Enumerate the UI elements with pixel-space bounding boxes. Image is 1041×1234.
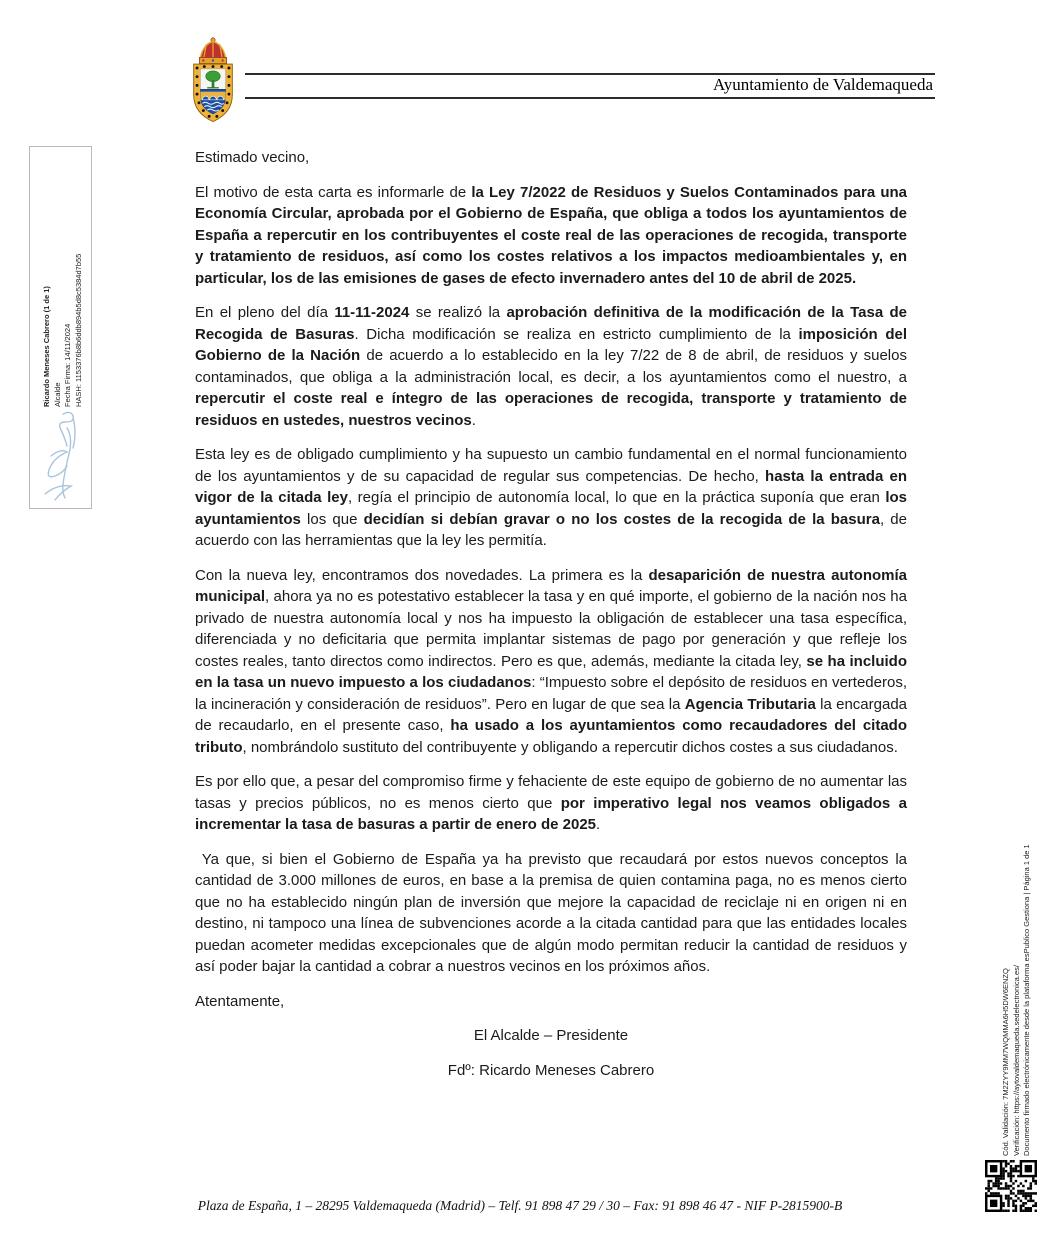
handwritten-signature-icon <box>33 408 87 504</box>
paragraph: Esta ley es de obligado cumplimiento y ha supuesto un cambio fundamental en el normal funcionamiento de los ayuntamientos y de su capacidad de regular sus competencias. De hecho, hasta la entrada en vigor de la citada ley, regía el principio de autonomía local, lo que en la práctica suponía que eran los ayuntamientos los que decidían si debían gravar o no los costes de la recogida de la basura, de acuerdo con las herramientas que la ley les permitía. <box>195 446 908 549</box>
signer-role: Alcalde <box>52 382 62 407</box>
salutation: Estimado vecino, <box>195 149 310 166</box>
qr-code-icon <box>985 1160 1037 1212</box>
letter-body-column <box>195 147 907 1095</box>
paragraph: Es por ello que, a pesar del compromiso firme y fehaciente de este equipo de gobierno de no aumentar las tasas y precios públicos, no es menos cierto que por imperativo legal nos veamos obligados a incrementar la tasa de basuras a partir de enero de 2025. <box>195 773 907 833</box>
signer-name: Ricardo Meneses Cabrero (1 de 1) <box>42 286 51 407</box>
closing: Atentamente, <box>195 992 285 1010</box>
signature-block <box>195 1025 907 1082</box>
header-rule-bottom <box>245 97 935 99</box>
footer-address: Plaza de España, 1 – 28295 Valdemaqueda (Madrid) – Telf. 91 898 47 29 / 30 – Fax: 91 898 46 47 - NIF P-2815900-B <box>197 1198 843 1213</box>
signature-name: Fdº: Ricardo Meneses Cabrero <box>447 1062 655 1079</box>
paragraph: En el pleno del día 11-11-2024 se realizó la aprobación definitiva de la modificación de la Tasa de Recogida de Basuras. Dicha modificación se realiza en estricto cumplimiento de la imposición del Gobierno de la Nación de acuerdo a lo establecido en la ley 7/22 de 8 de abril, de residuos y suelos contaminados, que obliga a la administración local, es decir, a los ayuntamientos como el nuestro, a repercutir el coste real e íntegro de las operaciones de recogida, transporte y tratamiento de residuos en ustedes, nuestros vecinos. <box>195 304 908 429</box>
header-entity-name: Ayuntamiento de Valdemaqueda <box>712 75 933 94</box>
paragraph: El motivo de esta carta es informarle de la Ley 7/2022 de Residuos y Suelos Contaminados para una Economía Circular, aprobada por el Gobierno de España, que obliga a todos los ayuntamientos de España a repercutir en los contribuyentes el coste real de las operaciones de recogida, transporte y tratamiento de residuos, así como los costes relativos a los impactos medioambientales y, en particular, los de las emisiones de gases de efecto invernadero antes del 10 de abril de 2025. <box>195 183 907 287</box>
validation-stamp-text <box>1001 770 1035 1156</box>
platform-note: Documento firmado electrónicamente desde la plataforma esPublico Gestiona | Página 1 de 1 <box>1022 844 1031 1156</box>
validation-code: Cód. Validación: 7M2ZYY9MM7WQMMA6H5DW6ENZQ <box>1001 968 1010 1156</box>
signature-title: El Alcalde – Presidente <box>473 1027 629 1044</box>
paragraph: Ya que, si bien el Gobierno de España ya ha previsto que recaudará por estos nuevos conceptos la cantidad de 3.000 millones de euros, en base a la premisa de quien contamina paga, no es menos cierto que no ha establecido ningún plan de inversión que mejore la capacidad de reciclaje ni en origen ni en destino, ni tampoco una línea de subvenciones acorde a la citada cantidad para que las entidades locales puedan acometer medidas excepcionales que de algún modo permitan reducir la cantidad de residuos y así poder bajar la cantidad a cobrar a nuestros vecinos en los próximos años. <box>195 850 907 975</box>
signature-hash: HASH: 1153376b8b6ddb894b5d8c5384d7b55 <box>73 253 83 407</box>
town-coat-of-arms-icon <box>184 36 242 128</box>
verification-url: Verificación: https://aytovaldemaqueda.sedelectronica.es/ <box>1011 965 1021 1156</box>
signature-date: Fecha Firma: 14/11/2024 <box>63 323 72 407</box>
signature-stamp-text <box>42 149 84 407</box>
letter-body <box>195 182 907 978</box>
paragraph: Con la nueva ley, encontramos dos novedades. La primera es la desaparición de nuestra autonomía municipal, ahora ya no es potestativo establecer la tasa y en qué importe, el gobierno de la nación nos ha privado de nuestra autonomía local y nos ha impuesto la obligación de establecer una tasa específica, diferenciada y no deficitaria que permita implantar sistemas de pago por generación y que refleje los costes reales, tanto directos como indirectos. Pero es que, además, mediante la citada ley, se ha incluido en la tasa un nuevo impuesto a los ciudadanos: “Impuesto sobre el depósito de residuos en vertederos, la incineración y consideración de residuos”. Pero en lugar de que sea la Agencia Tributaria la encargada de recaudarlo, en el presente caso, ha usado a los ayuntamientos como recaudadores del citado tributo, nombrándolo sustituto del contribuyente y obligando a repercutir dichos costes a sus ciudadanos. <box>195 566 908 756</box>
